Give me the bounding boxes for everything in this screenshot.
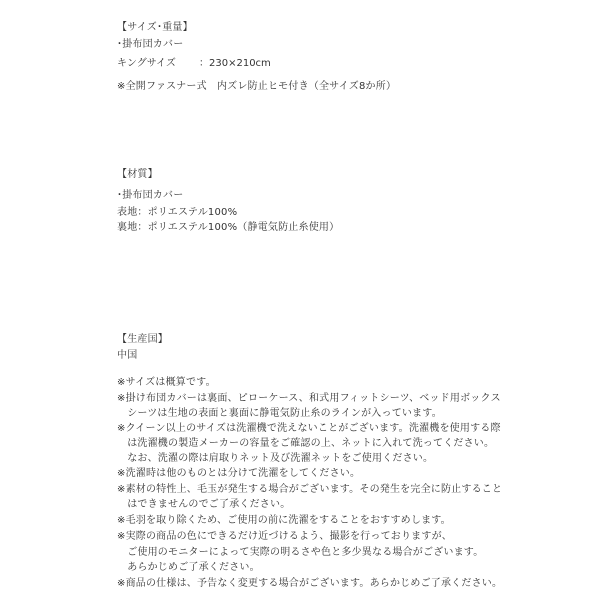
note-line: シーツは生地の表面と裏面に静電気防止糸のラインが入っています。 — [117, 408, 442, 419]
note-line: はできませんのでご了承ください。 — [117, 499, 291, 510]
note-line: ご使用のモニターによって実際の明るさや色と多少異なる場合がございます。 — [117, 547, 484, 558]
size-section-heading: 【サイズ･重量】 — [117, 22, 193, 33]
origin-section-heading: 【生産国】 — [117, 334, 168, 345]
note-line: あらかじめご了承ください。 — [117, 562, 260, 573]
size-section-note: ※全開ファスナー式 内ズレ防止ヒモ付き（全サイズ8か所） — [117, 81, 397, 92]
material-section-heading: 【材質】 — [117, 169, 158, 180]
size-row-king — [117, 59, 271, 69]
note-line: ※掛け布団カバーは裏面、ピローケース、和式用フィットシーツ、ベッド用ボックス — [117, 393, 501, 404]
note-line: は洗濯機の製造メーカーの容量をご確認の上、ネットに入れて洗ってください。 — [117, 438, 495, 449]
note-line: なお、洗濯の際は肩取りネット及び洗濯ネットをご使用ください。 — [117, 453, 434, 464]
note-line: ※洗濯時は他のものとは分けて洗濯をしてください。 — [117, 468, 361, 479]
note-line: ※素材の特性上、毛玉が発生する場合がございます。その発生を完全に防止すること — [117, 484, 503, 495]
size-name: キングサイズ — [117, 58, 176, 69]
note-line: ※サイズは概算です。 — [117, 377, 216, 388]
material-front: 表地：ポリエステル100% — [117, 207, 238, 218]
size-section-item: ･掛布団カバー — [117, 39, 184, 50]
origin-country: 中国 — [117, 350, 138, 361]
material-section-item: ･掛布団カバー — [117, 190, 184, 201]
note-line: ※毛羽を取り除くため、ご使用の前に洗濯をすることをおすすめします。 — [117, 515, 451, 526]
size-value: ：230×210cm — [199, 58, 271, 69]
material-back: 裏地：ポリエステル100%（静電気防止糸使用） — [117, 222, 340, 233]
note-line: ※実際の商品の色にできるだけ近づけるよう、撮影を行っておりますが、 — [117, 531, 452, 542]
note-line: ※クイーン以上のサイズは洗濯機で洗えないことがございます。洗濯機を使用する際 — [117, 423, 501, 434]
note-line: ※商品の仕様は、予告なく変更する場合がございます。あらかじめご了承ください。 — [117, 578, 503, 589]
